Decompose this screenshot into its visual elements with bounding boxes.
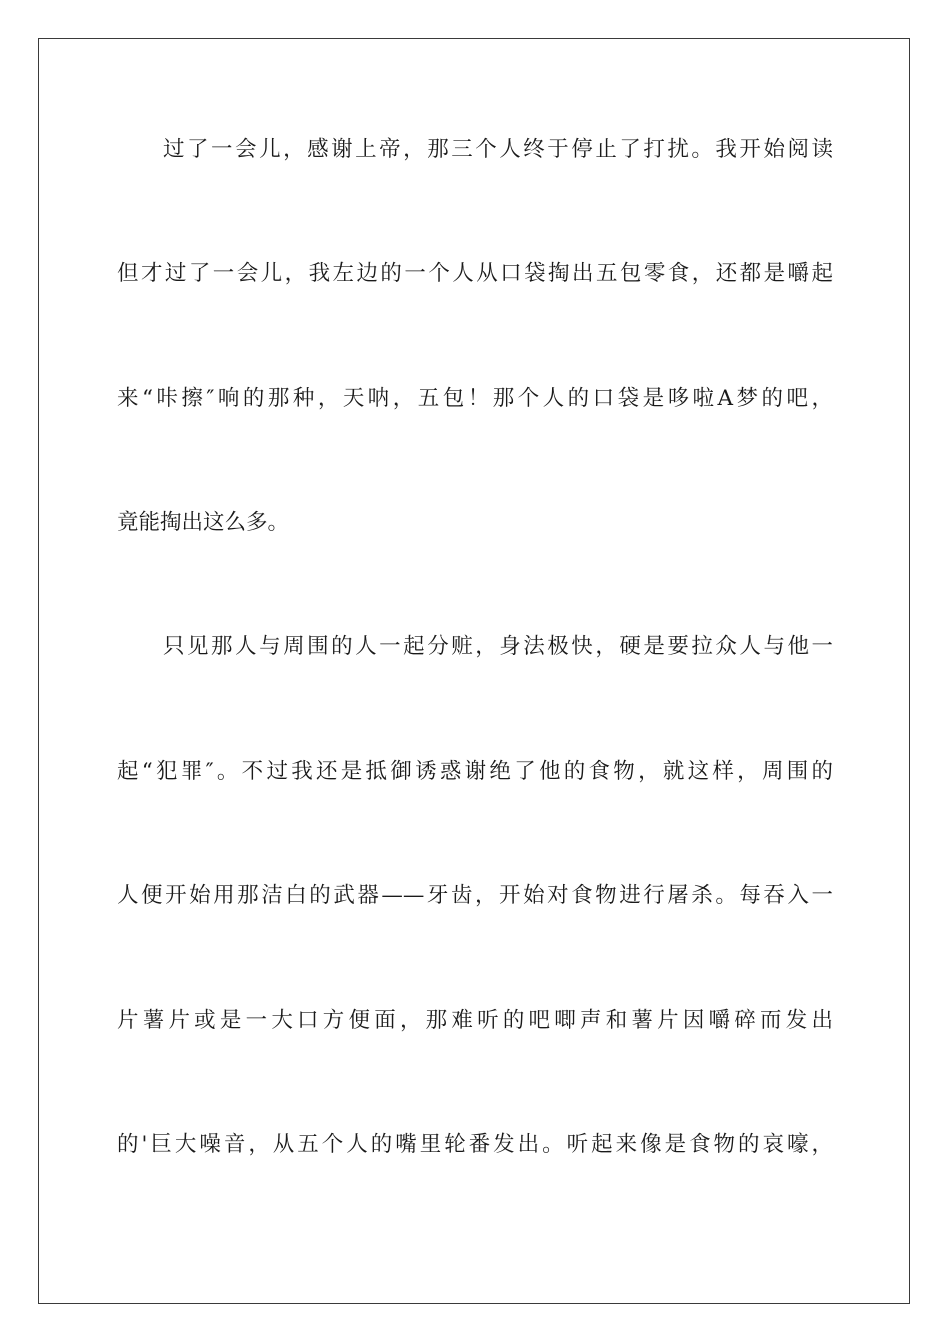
page-border — [38, 38, 910, 1304]
paragraph-2-line-1: 只见那人与周围的人一起分赃，身法极快，硬是要拉众人与他一 — [163, 634, 833, 659]
paragraph-1-line-3: 来“咔擦″响的那种，天呐，五包！那个人的口袋是哆啦A梦的吧， — [117, 386, 833, 411]
paragraph-2-line-2: 起“犯罪″。不过我还是抵御诱惑谢绝了他的食物，就这样，周围的 — [117, 759, 833, 784]
paragraph-1-line-2: 但才过了一会儿，我左边的一个人从口袋掏出五包零食，还都是嚼起 — [117, 261, 833, 286]
paragraph-2-line-5: 的'巨大噪音，从五个人的嘴里轮番发出。听起来像是食物的哀嚎， — [117, 1132, 833, 1157]
paragraph-2-line-3: 人便开始用那洁白的武器——牙齿，开始对食物进行屠杀。每吞入一 — [117, 883, 833, 908]
paragraph-1-line-4: 竟能掏出这么多。 — [117, 510, 290, 535]
paragraph-1-line-1: 过了一会儿，感谢上帝，那三个人终于停止了打扰。我开始阅读 — [163, 137, 833, 162]
paragraph-2-line-4: 片薯片或是一大口方便面，那难听的吧唧声和薯片因嚼碎而发出 — [117, 1008, 833, 1033]
